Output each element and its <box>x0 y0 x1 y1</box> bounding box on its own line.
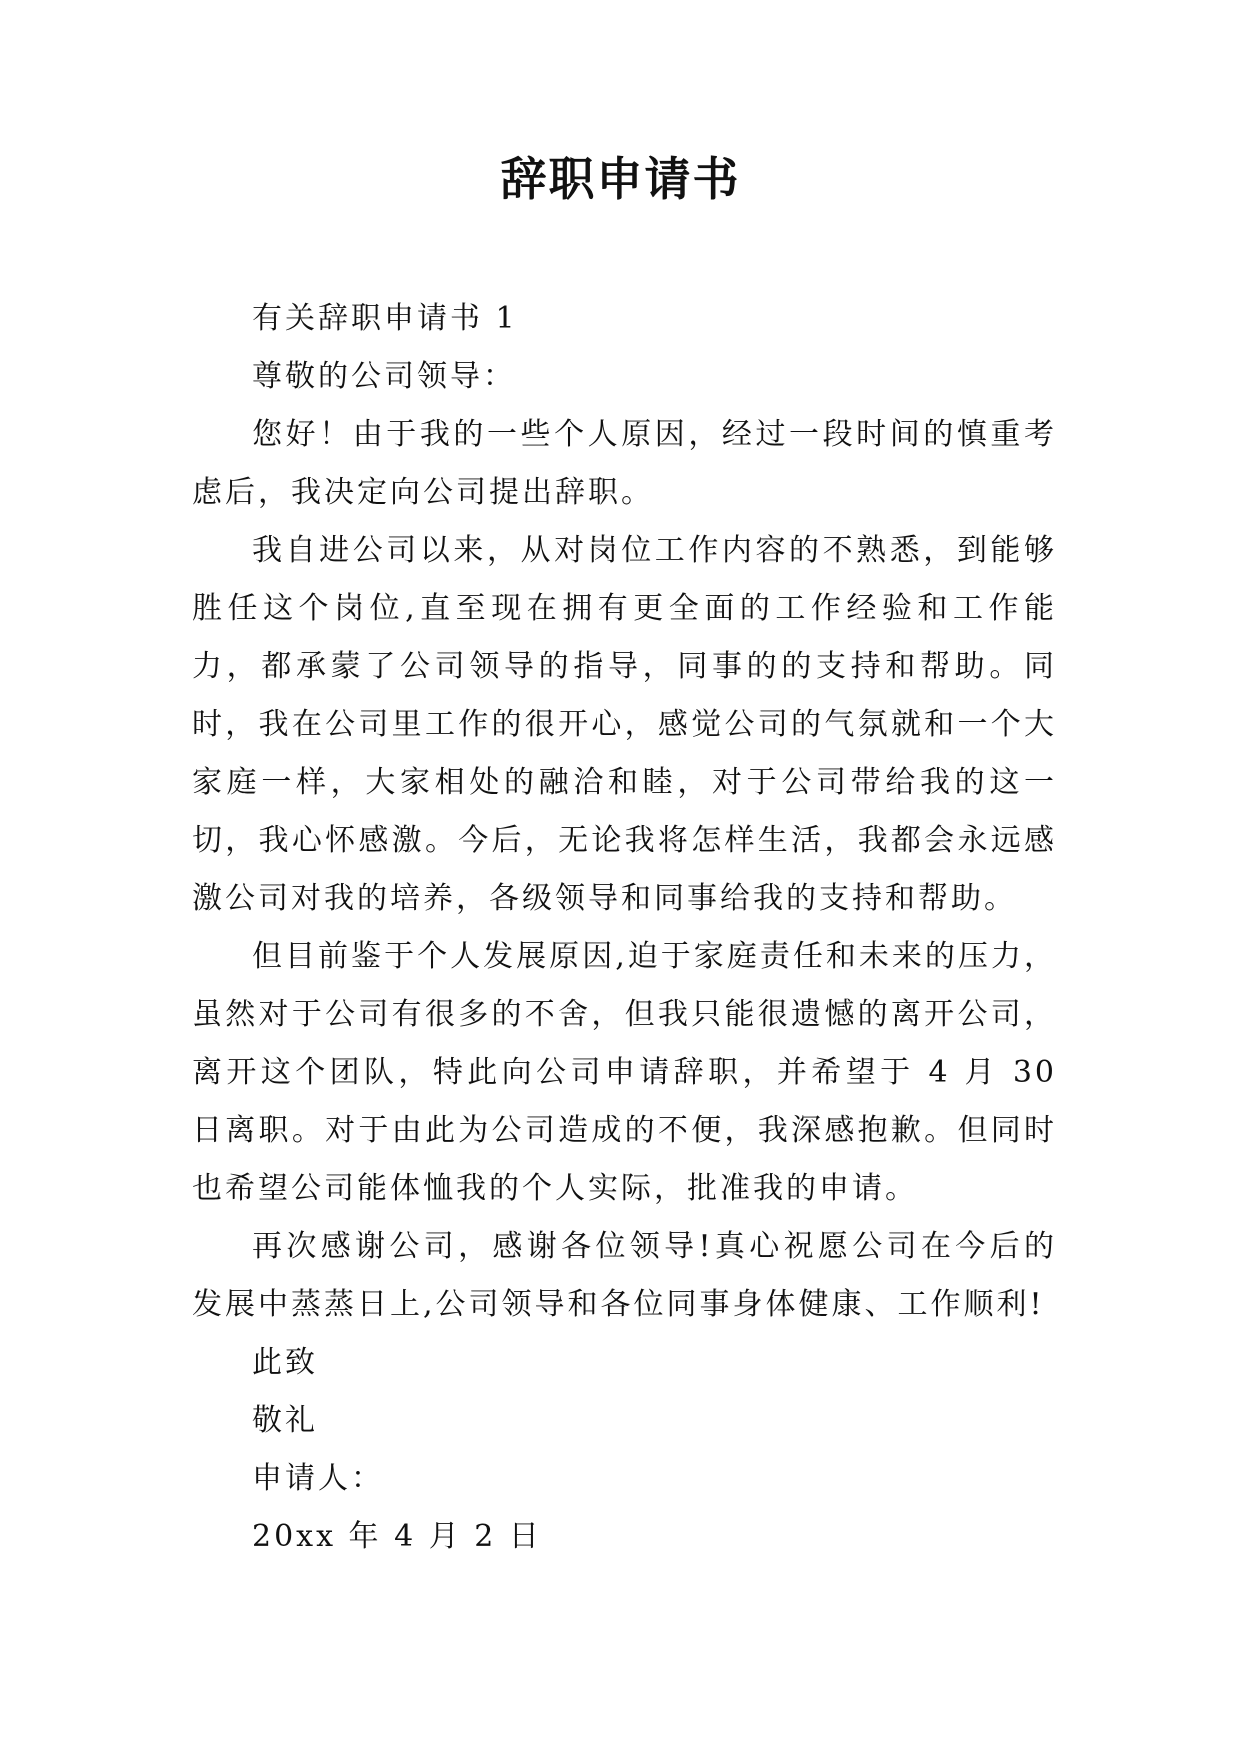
closing-jingli: 敬礼 <box>252 1403 318 1438</box>
paragraph-heading: 有关辞职申请书 1 <box>252 301 518 336</box>
document-body <box>192 290 1057 1566</box>
signature-date: 20xx 年 4 月 2 日 <box>252 1519 542 1554</box>
paragraph-gratitude: 我自进公司以来，从对岗位工作内容的不熟悉，到能够胜任这个岗位,直至现在拥有更全面的工作经验和工作能力，都承蒙了公司领导的指导，同事的的支持和帮助。同时，我在公司里工作的很开心，感觉公司的气氛就和一个大家庭一样，大家相处的融洽和睦，对于公司带给我的这一切，我心怀感激。今后，无论我将怎样生活，我都会永远感激公司对我的培养，各级领导和同事给我的支持和帮助。 <box>192 533 1057 916</box>
paragraph-reason: 但目前鉴于个人发展原因,迫于家庭责任和未来的压力，虽然对于公司有很多的不舍，但我只能很遗憾的离开公司，离开这个团队，特此向公司申请辞职，并希望于 4 月 30 日离职。对于由此为公司造成的不便，我深感抱歉。但同时也希望公司能体恤我的个人实际，批准我的申请。 <box>192 939 1057 1206</box>
applicant-label: 申请人： <box>252 1461 384 1496</box>
closing-cizhi: 此致 <box>252 1345 318 1380</box>
paragraph-greeting: 您好！由于我的一些个人原因，经过一段时间的慎重考虑后，我决定向公司提出辞职。 <box>192 417 1057 510</box>
document-title: 辞职申请书 <box>500 152 741 206</box>
paragraph-thanks: 再次感谢公司，感谢各位领导!真心祝愿公司在今后的发展中蒸蒸日上,公司领导和各位同事身体健康、工作顺利! <box>192 1229 1057 1322</box>
paragraph-salutation: 尊敬的公司领导： <box>252 359 516 394</box>
